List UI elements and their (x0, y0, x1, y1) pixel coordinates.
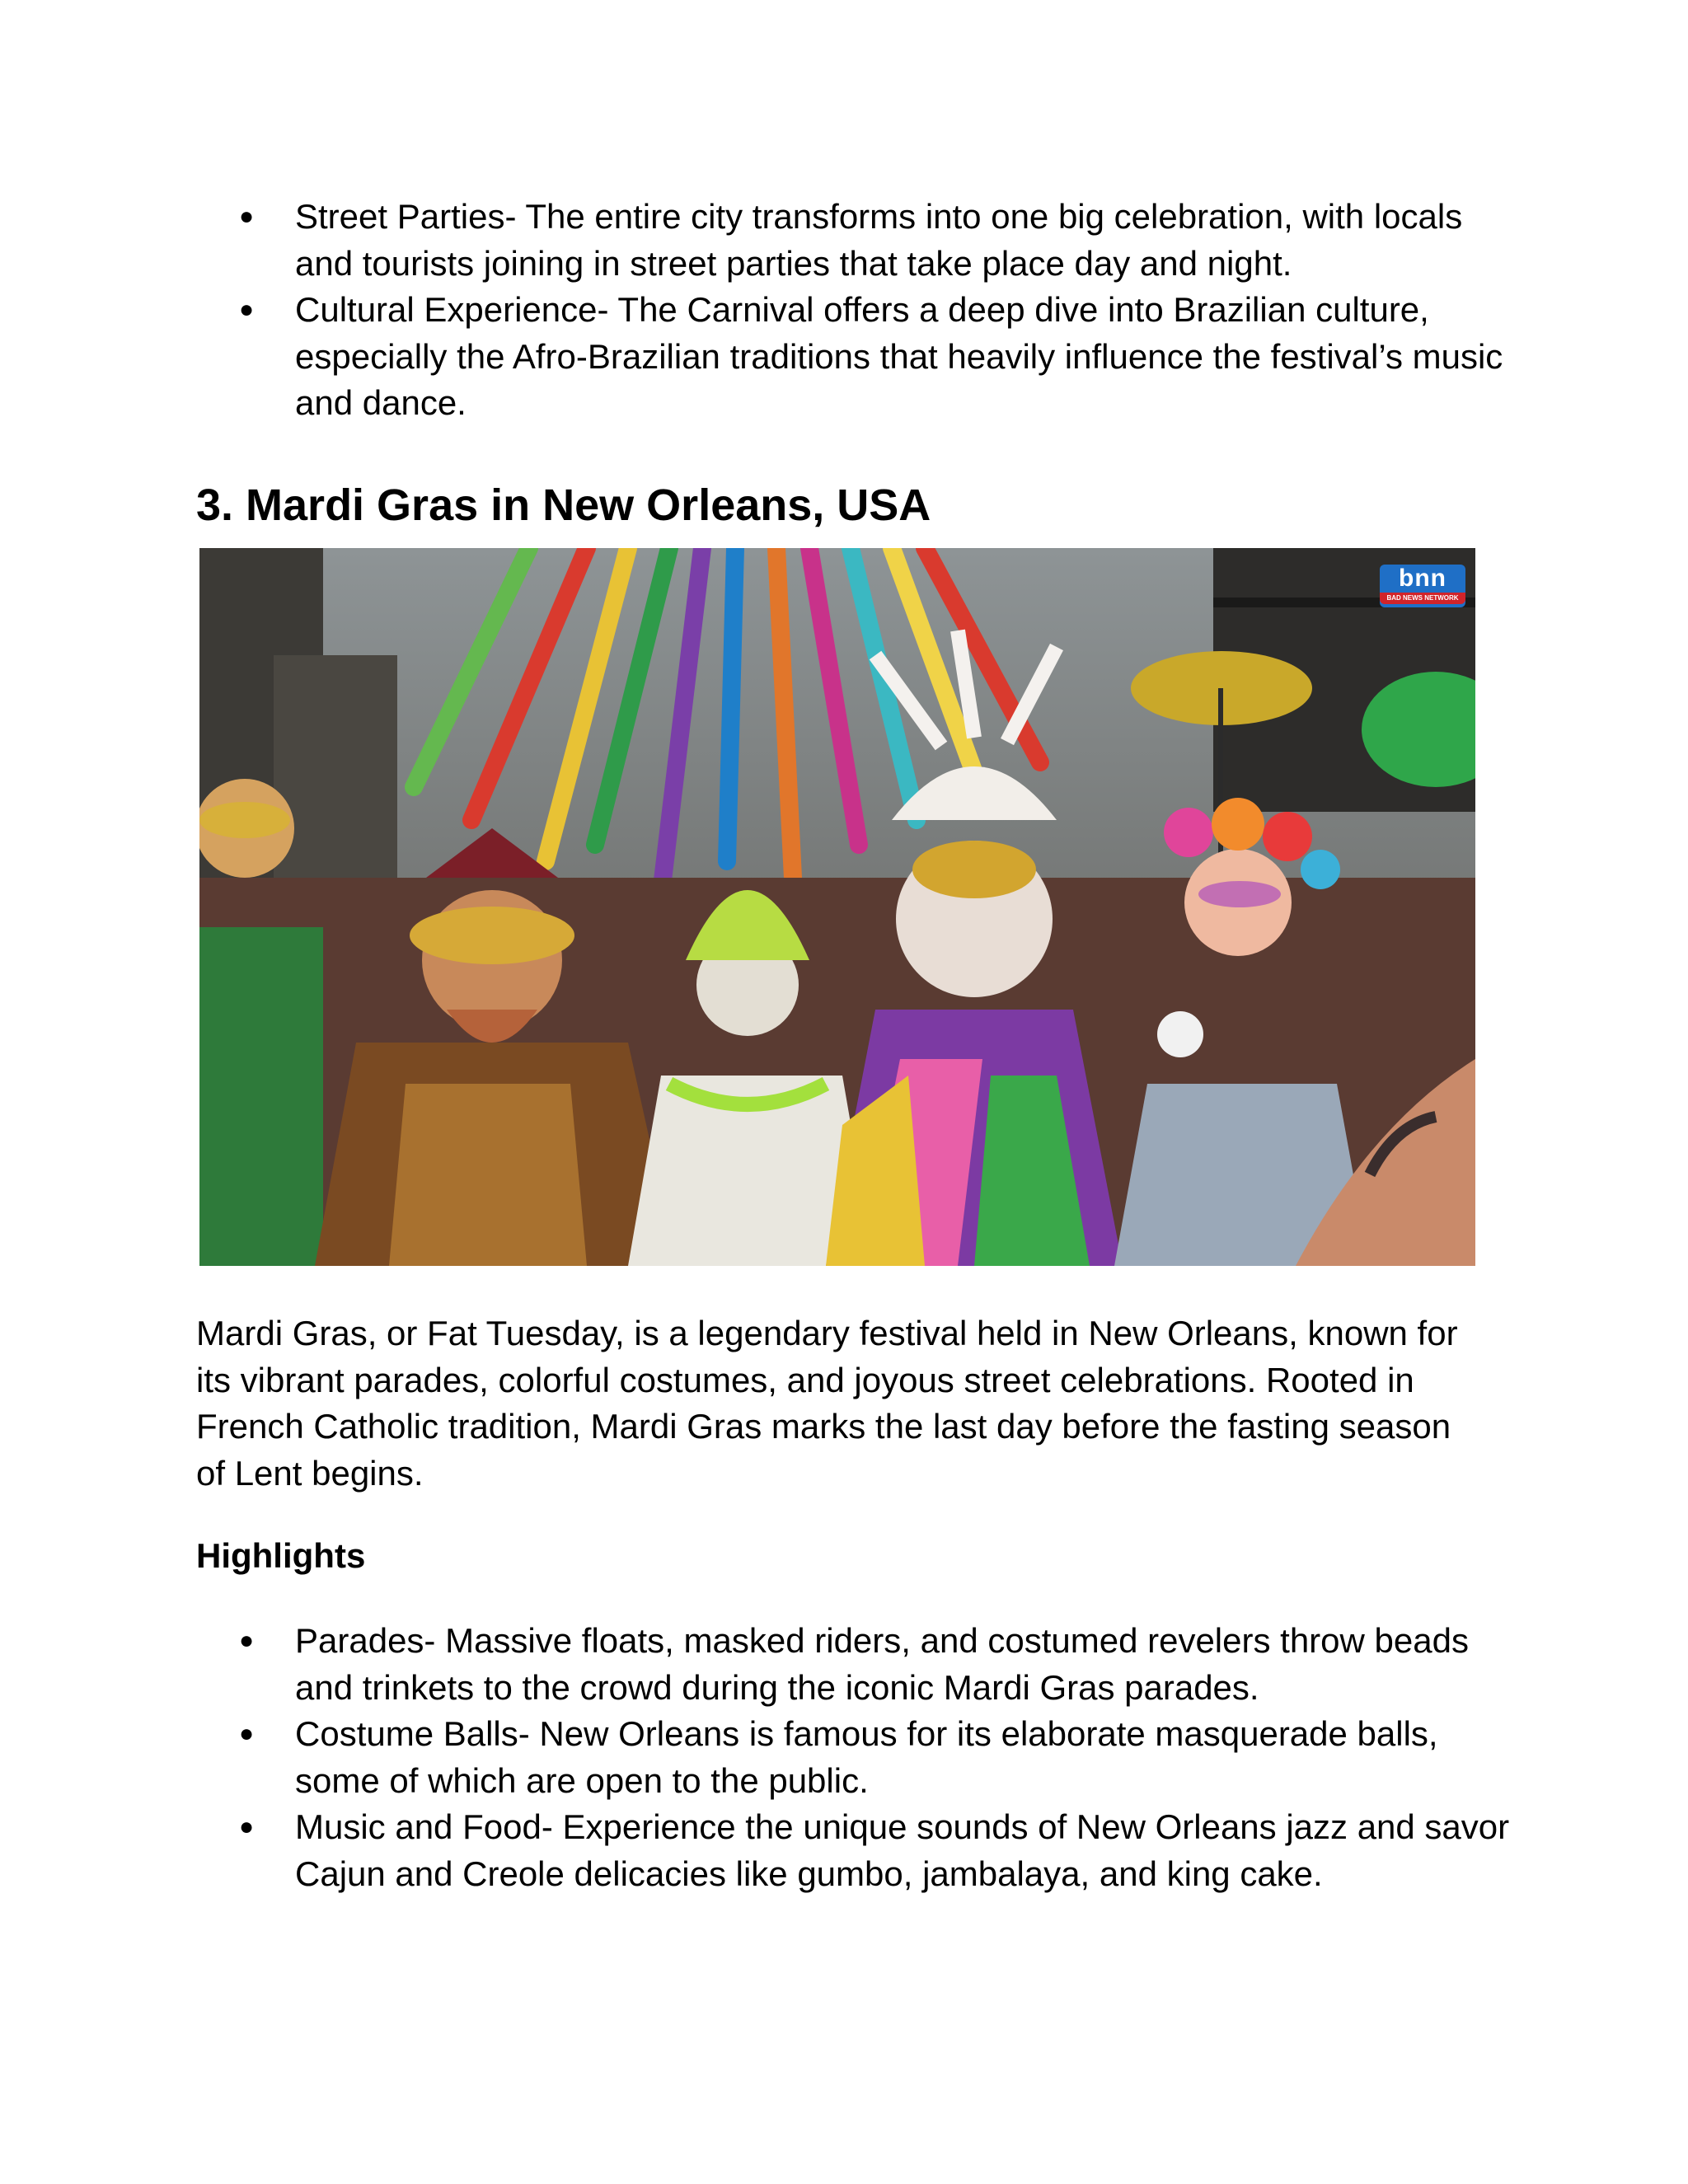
photo-illustration (199, 548, 1475, 1266)
highlights-title: Highlights (196, 1536, 366, 1575)
bullet-list (239, 194, 1525, 427)
list-item: ● Cultural Experience- The Carnival offers a deep dive into Brazilian culture, especially the Afro-Brazilian traditions that heavily influence the festival’s music and dance. (239, 287, 1525, 427)
list-item: ● Costume Balls- New Orleans is famous for its elaborate masquerade balls, some of which are open to the public. (239, 1711, 1525, 1804)
bnn-watermark-logo: bnn BAD NEWS NETWORK (1380, 565, 1465, 607)
mardi-gras-photo (199, 548, 1475, 1266)
section-heading: 3. Mardi Gras in New Orleans, USA (196, 480, 931, 530)
section-paragraph: Mardi Gras, or Fat Tuesday, is a legendary festival held in New Orleans, known for its vibrant parades, colorful costumes, and joyous street celebrations. Rooted in French Catholic tradition, Mardi Gras marks the last day before the fasting season of Lent begins. (196, 1314, 1458, 1493)
list-item: ● Parades- Massive floats, masked riders, and costumed revelers throw beads and trinkets to the crowd during the iconic Mardi Gras parades. (239, 1618, 1525, 1711)
list-item: ● Street Parties- The entire city transforms into one big celebration, with locals and tourists joining in street parties that take place day and night. (239, 194, 1525, 287)
list-item: ● Music and Food- Experience the unique sounds of New Orleans jazz and savor Cajun and Creole delicacies like gumbo, jambalaya, and king cake. (239, 1804, 1525, 1897)
highlights-list (239, 1618, 1525, 1897)
